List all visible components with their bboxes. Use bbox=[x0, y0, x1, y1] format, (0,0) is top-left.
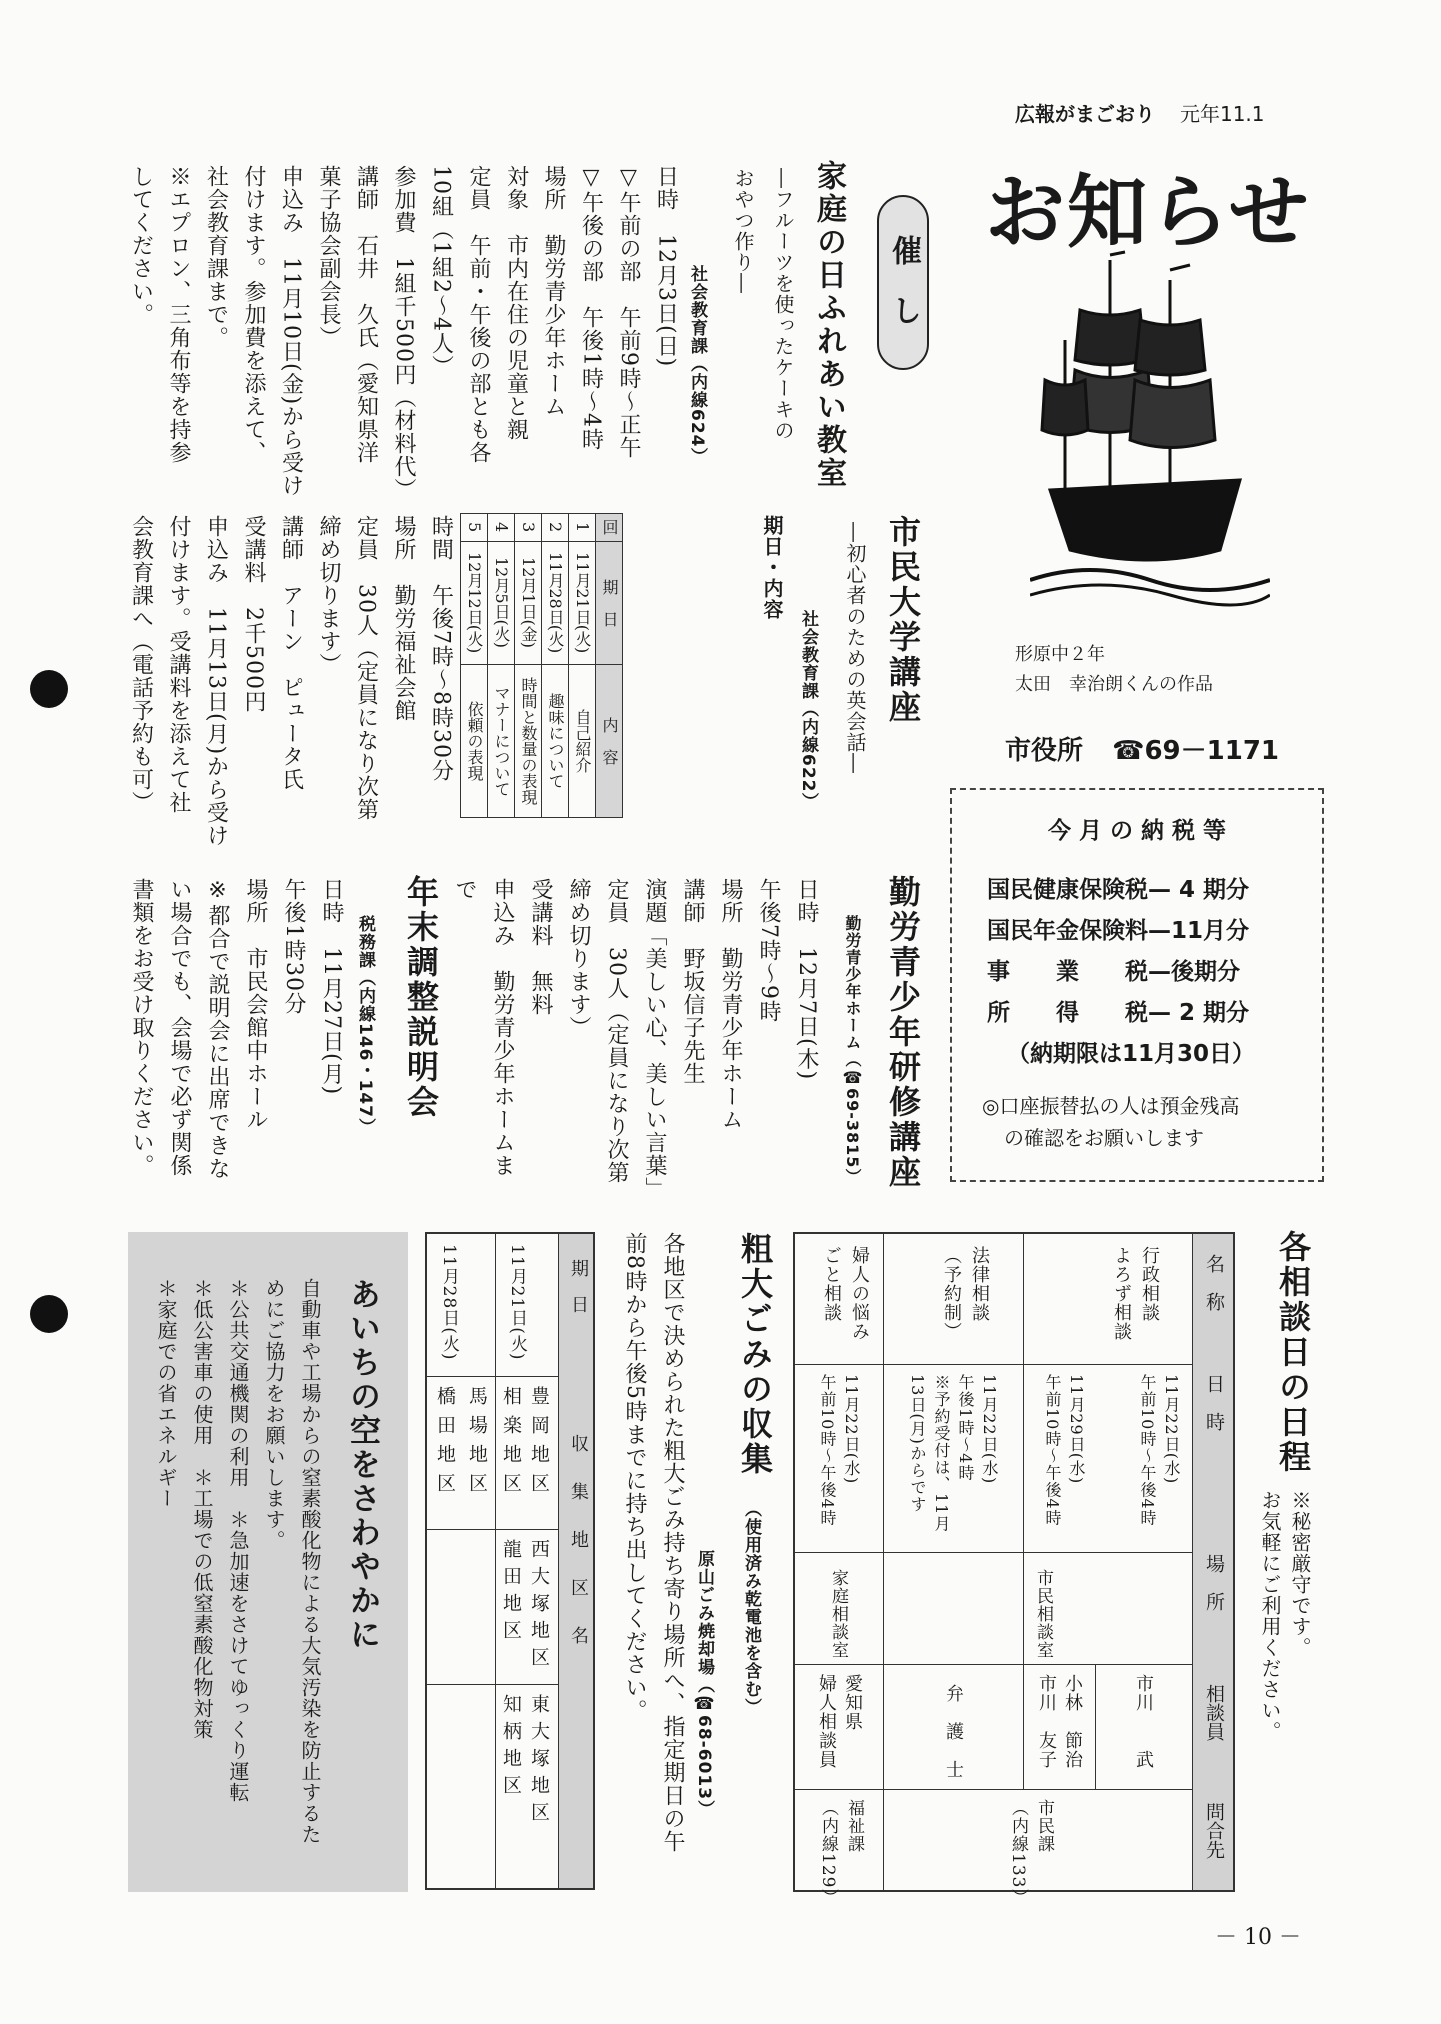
caption-school: 形原中２年 bbox=[1015, 644, 1105, 665]
page-number: － 10 － bbox=[1215, 1925, 1301, 1950]
header-districts: 収 集 地 区 名 bbox=[568, 1434, 589, 1650]
page-title: お知らせ bbox=[985, 166, 1311, 259]
consult-contact: 福祉課 （内線129） bbox=[818, 1799, 864, 1907]
youth-course-body: 日時 12月7日(木) 午後7時～9時 場所 勤労青少年ホーム 講師 野坂信子先生 演題「美しい心、美しい言葉」 定員 30人（定員になり次第 締め切ります） 受講料 無料 申込み 勤労青少年ホームま で bbox=[452, 878, 819, 1200]
citizen-univ-subtitle: ―初心者のための英会話― bbox=[843, 522, 867, 774]
garbage-title: 粗大ごみの収集 bbox=[736, 1232, 774, 1477]
garbage-district: 龍田地区 bbox=[500, 1539, 522, 1647]
consult-place: 家庭相談室 bbox=[828, 1569, 848, 1659]
consult-staff: 小林 節治 市川 友子 bbox=[1036, 1674, 1083, 1769]
publication-name: 広報がまごおり bbox=[1015, 102, 1155, 126]
consult-name: 行政相談 よろず相談 bbox=[1111, 1246, 1160, 1341]
citizen-univ-schedule-table bbox=[460, 513, 623, 818]
consultation-title: 各相談日の日程 bbox=[1274, 1230, 1312, 1475]
tax-deadline: （納期限は11月30日） bbox=[1007, 1041, 1256, 1067]
youth-course-title: 勤労青少年研修講座 bbox=[884, 875, 922, 1190]
table-cell: 3 bbox=[515, 514, 542, 542]
consult-staff: 市川 武 bbox=[1133, 1674, 1154, 1769]
garbage-district: 橋田地区 bbox=[434, 1386, 456, 1502]
tax-row: 事 業 税—後期分 bbox=[987, 959, 1240, 985]
consultation-table bbox=[793, 1232, 1235, 1907]
section-badge-events: 催し bbox=[877, 195, 929, 370]
city-hall-label: 市役所 bbox=[1005, 736, 1084, 766]
consult-date: 11月22日(水) 午後1時～4時 ※予約受付は、11月 13日(月)からです bbox=[908, 1374, 999, 1533]
table-row bbox=[488, 514, 515, 818]
garbage-body: 各地区で決められた粗大ごみ持ち寄り場所へ、指定期日の午 前8時から午後5時までに持ち出してください。 bbox=[622, 1232, 685, 1853]
tax-info-box bbox=[950, 788, 1324, 1182]
consult-place: 市民相談室 bbox=[1033, 1569, 1053, 1659]
consult-date: 11月29日(水) 午前10時～午後4時 bbox=[1043, 1374, 1086, 1527]
column-header: 回 bbox=[596, 514, 623, 542]
table-cell: 12月5日(火) bbox=[488, 541, 515, 664]
table-cell: 11月28日(火) bbox=[542, 541, 569, 664]
consult-date: 11月22日(水) 午前10時～午後4時 bbox=[1138, 1374, 1181, 1527]
table-cell: 時間と数量の表現 bbox=[515, 664, 542, 817]
tax-row: 国民年金保険料—11月分 bbox=[987, 918, 1250, 944]
tax-row: 所 得 税— 2 期分 bbox=[987, 1000, 1250, 1026]
table-cell: 12月12日(火) bbox=[461, 541, 488, 664]
col-divider bbox=[883, 1234, 884, 1890]
garbage-contact: 原山ごみ焼却場（☎68-6013） bbox=[694, 1550, 714, 1819]
col-divider bbox=[1095, 1664, 1096, 1789]
city-hall-phone bbox=[1005, 730, 1279, 767]
row-divider bbox=[795, 1789, 1193, 1790]
year-end-body: 日時 11月27日(月) 午後1時30分 場所 市民会館中ホール ※都合で説明会に出席できな い場合でも、会場で必ず関係 書類をお受け取りください。 bbox=[129, 878, 344, 1180]
clean-air-title: あいちの空をさわやかに bbox=[344, 1278, 380, 1652]
consultation-header-column bbox=[1192, 1234, 1233, 1890]
table-cell: マナーについて bbox=[488, 664, 515, 817]
garbage-district: 馬場地区 bbox=[466, 1386, 488, 1502]
row-divider bbox=[795, 1664, 1193, 1665]
table-cell: 自己紹介 bbox=[569, 664, 596, 817]
sailing-ship-illustration bbox=[1030, 250, 1270, 610]
garbage-district: 相楽地区 bbox=[500, 1386, 522, 1502]
garbage-district: 東大塚地区 bbox=[528, 1694, 550, 1829]
row-divider bbox=[427, 1684, 559, 1685]
consultation-note: ※秘密厳守です。 お気軽にご利用ください。 bbox=[1258, 1490, 1312, 1742]
garbage-district: 西大塚地区 bbox=[528, 1539, 550, 1674]
garbage-title-note: （使用済み乾電池を含む） bbox=[741, 1500, 761, 1716]
col-divider bbox=[495, 1234, 496, 1888]
column-header: 内 容 bbox=[596, 664, 623, 817]
row-divider bbox=[795, 1552, 1193, 1553]
garbage-date: 11月21日(火) bbox=[507, 1244, 527, 1361]
consult-name: 法律相談 （予約制） bbox=[941, 1246, 990, 1341]
table-cell: 11月21日(火) bbox=[569, 541, 596, 664]
garbage-table bbox=[425, 1232, 595, 1890]
header-name: 名 称 bbox=[1203, 1254, 1225, 1311]
row-divider bbox=[427, 1376, 559, 1377]
citizen-univ-schedule-label: 期日・内容 bbox=[760, 515, 784, 620]
tax-row: 国民健康保険税— 4 期分 bbox=[987, 877, 1250, 903]
consult-name: 婦人の悩み ごと相談 bbox=[821, 1246, 870, 1341]
year-end-contact: 税務課（内線146・147） bbox=[355, 915, 375, 1136]
family-class-body: 日時 12月3日(日) ▽午前の部 午前9時～正午 ▽午後の部 午後1時～4時 場所 勤労青少年ホーム 対象 市内在住の児童と親 定員 午前・午後の部とも各 10組（1組2～4人） 参加費 1組千500円（材料代） 講師 石井 久氏（愛知県洋 菓子協会副会長） 申込み 11月10日(金)から受け 付けます。参加費を添えて、 社会教育課まで。 ※エプロン、三角布等を持参 してください。 bbox=[128, 165, 679, 501]
tax-note bbox=[982, 1090, 1239, 1154]
garbage-district: 知柄地区 bbox=[500, 1694, 522, 1802]
youth-course-contact: 勤労青少年ホーム（☎69-3815） bbox=[843, 915, 862, 1186]
table-cell: 2 bbox=[542, 514, 569, 542]
table-cell: 4 bbox=[488, 514, 515, 542]
header-datetime: 日 時 bbox=[1203, 1374, 1225, 1431]
citizen-univ-body: 時間 午後7時～8時30分 場所 勤労福祉会館 定員 30人（定員になり次第 締め切ります） 講師 アーン ピュータ氏 受講料 2千500円 申込み 11月13日(月)から受け 付けます。受講料を添えて社 会教育課へ（電話予約も可） bbox=[128, 515, 454, 848]
table-row bbox=[542, 514, 569, 818]
tax-rows bbox=[987, 870, 1255, 1075]
row-divider bbox=[427, 1529, 559, 1530]
garbage-district: 豊岡地区 bbox=[528, 1386, 550, 1502]
clean-air-body: 自動車や工場からの窒素酸化物による大気汚染を防止するた めにご協力をお願いします。 ＊公共交通機関の利用 ＊急加速をさけてゆっくり運転 ＊低公害車の使用 ＊工場での低窒素酸化物対策 ＊家庭での省エネルギー bbox=[154, 1278, 322, 1845]
citizen-univ-title: 市民大学講座 bbox=[884, 515, 922, 725]
table-row bbox=[515, 514, 542, 818]
header-contact: 問合先 bbox=[1203, 1802, 1225, 1859]
art-caption bbox=[1015, 640, 1213, 700]
garbage-header-column bbox=[558, 1234, 593, 1888]
tax-note-line: の確認をお願いします bbox=[1004, 1126, 1204, 1150]
city-hall-number: ☎69－1171 bbox=[1112, 736, 1280, 766]
table-row bbox=[461, 514, 488, 818]
row-divider bbox=[795, 1364, 1193, 1365]
tax-box-title: 今 月 の 納 税 等 bbox=[1047, 818, 1227, 844]
garbage-date: 11月28日(火) bbox=[439, 1244, 459, 1361]
consult-staff: 弁 護 士 bbox=[943, 1684, 964, 1779]
table-header-row bbox=[596, 514, 623, 818]
caption-artist: 太田 幸治朗くんの作品 bbox=[1015, 674, 1213, 695]
table-row bbox=[569, 514, 596, 818]
page-header bbox=[1015, 98, 1265, 127]
family-class-contact: 社会教育課（内線624） bbox=[687, 265, 707, 466]
consult-contact: 市民課 （内線133） bbox=[1008, 1799, 1054, 1907]
table-cell: 5 bbox=[461, 514, 488, 542]
consult-date: 11月22日(水) 午前10時～午後4時 bbox=[818, 1374, 861, 1527]
table-cell: 1 bbox=[569, 514, 596, 542]
family-class-title: 家庭の日ふれあい教室 bbox=[811, 160, 846, 490]
table-cell: 12月1日(金) bbox=[515, 541, 542, 664]
punch-hole-bottom bbox=[30, 1295, 68, 1333]
table-cell: 趣味について bbox=[542, 664, 569, 817]
year-end-title: 年末調整説明会 bbox=[402, 875, 440, 1120]
issue-date: 元年11.1 bbox=[1179, 102, 1265, 126]
citizen-univ-contact: 社会教育課（内線622） bbox=[798, 610, 818, 811]
consult-staff: 愛知県 婦人相談員 bbox=[816, 1674, 863, 1769]
punch-hole-top bbox=[30, 670, 68, 708]
header-place: 場 所 bbox=[1203, 1554, 1225, 1611]
header-date: 期 日 bbox=[568, 1259, 589, 1313]
table-cell: 依頼の表現 bbox=[461, 664, 488, 817]
family-class-subtitle: ―フルーツを使ったケーキの おやつ作り― bbox=[731, 168, 795, 441]
header-staff: 相談員 bbox=[1203, 1684, 1225, 1741]
column-header: 期 日 bbox=[596, 541, 623, 664]
col-divider bbox=[1023, 1234, 1024, 1789]
tax-note-line: ◎口座振替払の人は預金残高 bbox=[982, 1094, 1240, 1118]
